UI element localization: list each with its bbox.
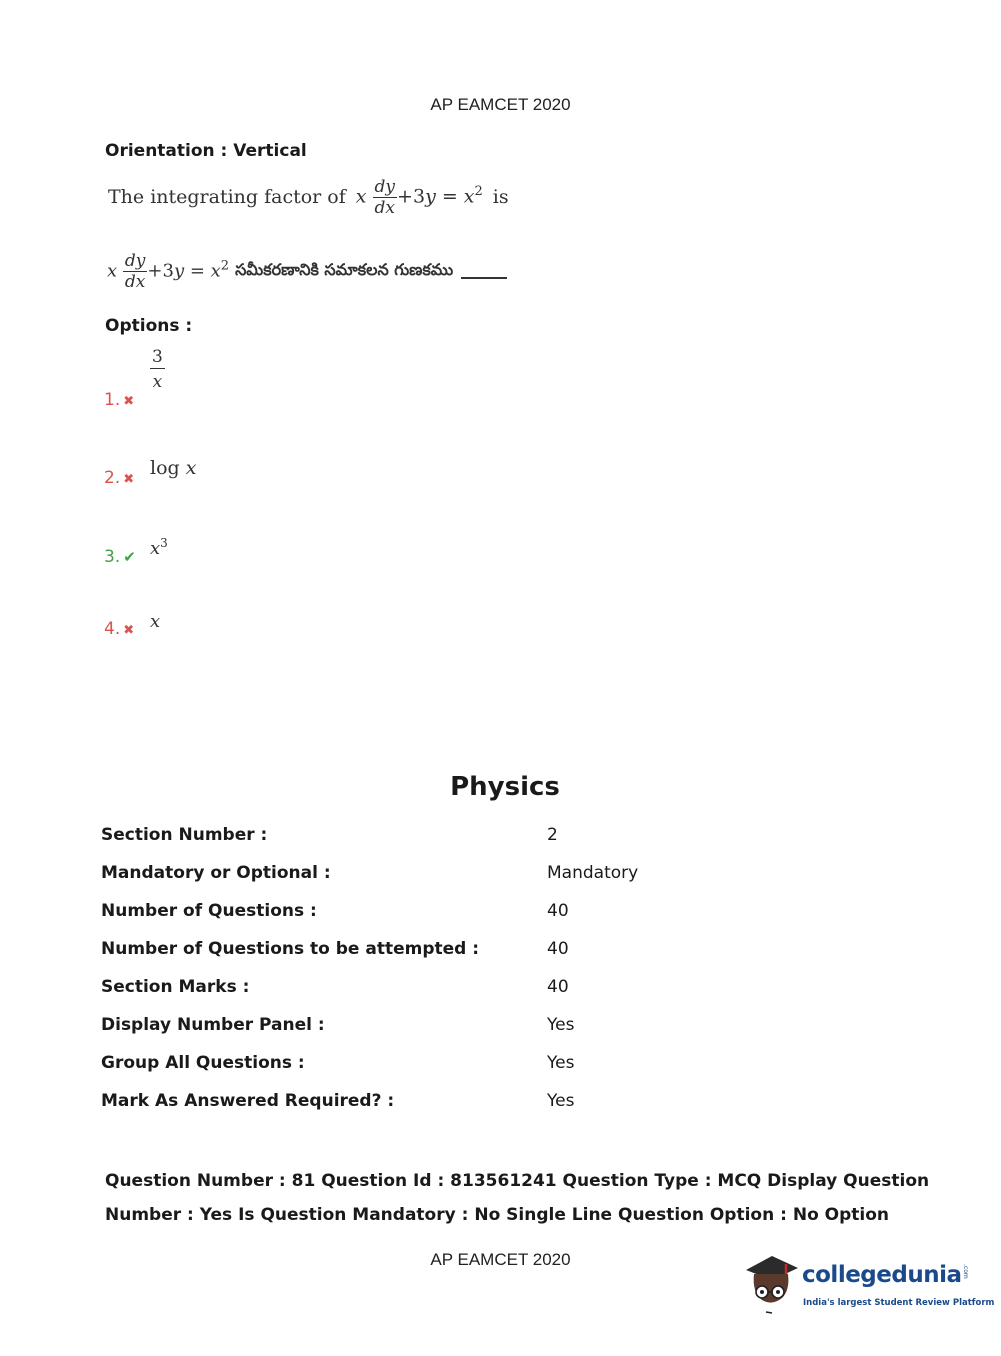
section-row-label: Number of Questions : <box>101 901 317 921</box>
section-row-label: Section Marks : <box>101 977 250 997</box>
orientation-label: Orientation : <box>105 141 228 161</box>
orientation-line <box>105 141 307 161</box>
option-4-content: x <box>150 611 161 632</box>
question-english-prefix: The integrating factor of <box>108 186 346 208</box>
section-row-value: 2 <box>547 825 558 845</box>
section-row-value: Yes <box>547 1053 575 1073</box>
options-label: Options : <box>105 316 193 336</box>
option-2-content: log x <box>150 457 197 479</box>
option-3-content: $x^3$ <box>150 536 168 559</box>
logo-tagline: India's largest Student Review Platform <box>803 1298 995 1308</box>
telugu-dy-dx-fraction: $\frac{dy}{dx}$ <box>124 250 146 292</box>
section-title: Physics <box>450 772 560 802</box>
section-row-value: Mandatory <box>547 863 639 883</box>
cross-icon: ✖ <box>123 394 135 409</box>
question-telugu <box>107 248 507 294</box>
option-2-number: 2. <box>104 468 121 488</box>
option-4 <box>104 619 134 639</box>
section-row-value: Yes <box>547 1091 575 1111</box>
section-row-label: Display Number Panel : <box>101 1015 325 1035</box>
cross-icon: ✖ <box>123 472 135 487</box>
option-3 <box>104 547 136 567</box>
section-row-label: Mandatory or Optional : <box>101 863 331 883</box>
option-1 <box>104 390 134 410</box>
option-1-content: 3 x <box>152 347 163 392</box>
check-icon: ✔ <box>123 548 136 566</box>
section-row-value: 40 <box>547 977 569 997</box>
page-footer: AP EAMCET 2020 <box>430 1250 571 1269</box>
section-row-value: 40 <box>547 901 569 921</box>
section-row-label: Mark As Answered Required? : <box>101 1091 395 1111</box>
option-3-number: 3. <box>104 547 121 567</box>
cross-icon: ✖ <box>123 623 135 638</box>
question-english <box>108 174 509 220</box>
option-1-number: 1. <box>104 390 121 410</box>
question-equation: x $\frac{dy}{dx}$ $+3y = x^2$ <box>355 176 483 218</box>
question-meta-line-1: Question Number : 81 Question Id : 813561241 Question Type : MCQ Display Question <box>105 1171 930 1191</box>
telugu-equation: x $\frac{dy}{dx}$ $+3y = x^2$ <box>107 250 230 292</box>
logo-name: collegedunia <box>802 1262 962 1288</box>
section-row-value: Yes <box>547 1015 575 1035</box>
option-4-number: 4. <box>104 619 121 639</box>
section-row-label: Number of Questions to be attempted : <box>101 939 480 959</box>
question-english-suffix: is <box>492 186 509 208</box>
section-row-value: 40 <box>547 939 569 959</box>
mascot-icon <box>742 1248 800 1314</box>
orientation-value: Vertical <box>233 141 307 161</box>
section-row-label: Group All Questions : <box>101 1053 305 1073</box>
page-header: AP EAMCET 2020 <box>430 95 571 114</box>
dy-dx-fraction: $\frac{dy}{dx}$ <box>374 176 396 218</box>
question-meta-line-2: Number : Yes Is Question Mandatory : No Single Line Question Option : No Option <box>105 1205 890 1225</box>
collegedunia-logo <box>742 1248 995 1318</box>
telugu-text: సమీకరణానికి సమాకలన గుణకము <box>235 259 454 279</box>
option-2 <box>104 468 134 488</box>
section-row-label: Section Number : <box>101 825 268 845</box>
answer-blank <box>461 277 507 279</box>
logo-com: .com <box>962 1264 969 1279</box>
